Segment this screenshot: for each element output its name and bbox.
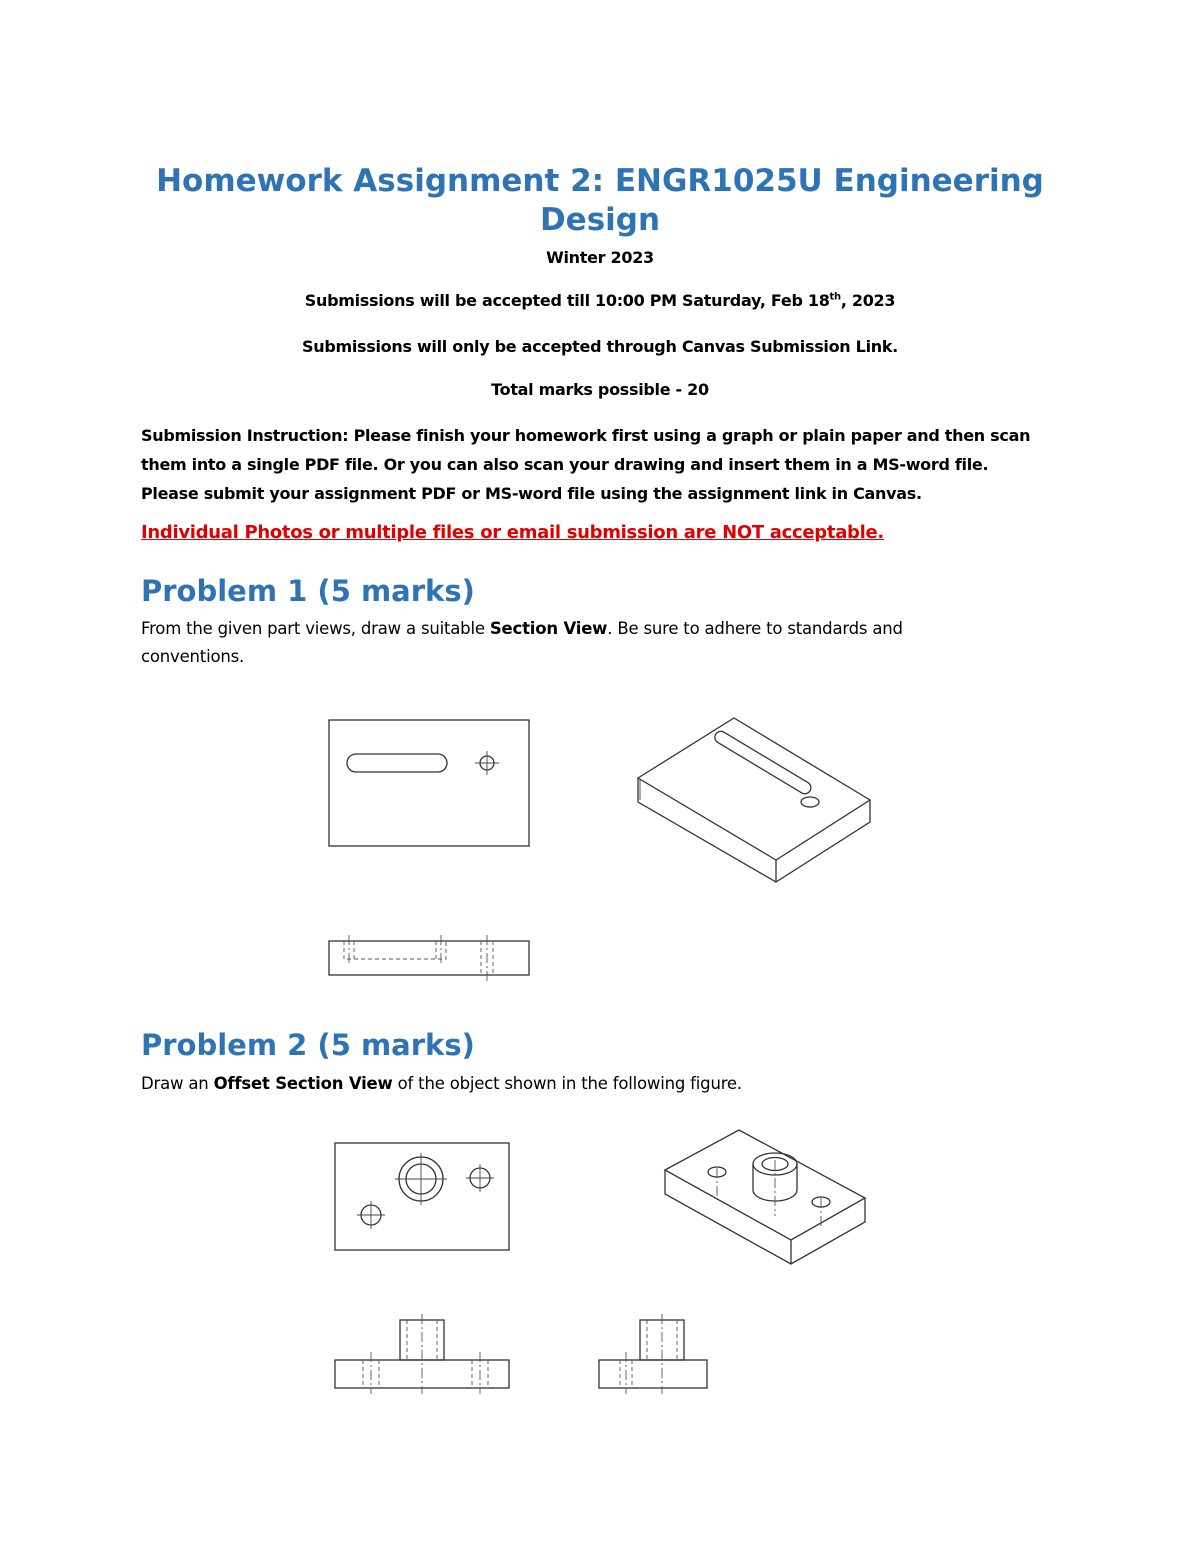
iso-hole <box>801 797 819 807</box>
iso-top-face <box>638 718 870 860</box>
problem-1-text-c: conventions. <box>141 647 245 666</box>
problem-2-text-a: Draw an <box>141 1074 214 1093</box>
problem-1-text-b: . Be sure to adhere to standards and <box>607 619 903 638</box>
instruction-line-3: Please submit your assignment PDF or MS-word file using the assignment link in Canvas. <box>141 484 922 503</box>
problem-1-description <box>141 615 1071 671</box>
top-view-outline <box>329 720 529 846</box>
total-marks: Total marks possible - 20 <box>491 380 709 399</box>
instruction-line-2: them into a single PDF file. Or you can also scan your drawing and insert them in a MS-word file. <box>141 455 989 474</box>
p2-iso-top-face <box>665 1130 865 1240</box>
deadline-superscript: th <box>829 291 841 303</box>
slot-hidden-lines <box>344 941 446 959</box>
iso-side-edges <box>638 778 870 882</box>
problem-2-heading: Problem 2 (5 marks) <box>141 1028 475 1062</box>
problem-1-text-bold: Section View <box>489 619 608 638</box>
iso-slot-outline <box>713 729 813 796</box>
front-view-outline <box>329 941 529 975</box>
slot-outline <box>347 754 447 772</box>
document-title <box>100 162 1100 240</box>
problem-1-heading: Problem 1 (5 marks) <box>141 574 475 608</box>
problem-2-side-view <box>590 1312 720 1402</box>
problem-1-text-a: From the given part views, draw a suitable <box>141 619 490 638</box>
title-line-2: Design <box>539 202 661 238</box>
instruction-line-1: Submission Instruction: Please finish your homework first using a graph or plain paper and then scan <box>141 426 1031 445</box>
problem-1-isometric-view <box>630 712 880 887</box>
problem-2-top-view <box>325 1135 525 1260</box>
deadline-line <box>100 291 1100 310</box>
iso-slot <box>713 729 813 796</box>
problem-1-top-view <box>320 712 540 852</box>
problem-2-description <box>141 1070 1071 1098</box>
problem-2-isometric-view <box>655 1128 875 1278</box>
problem-2-text-b: of the object shown in the following figure. <box>392 1074 742 1093</box>
p2-iso-side-edges <box>665 1170 865 1264</box>
deadline-suffix: , 2023 <box>840 291 896 310</box>
problem-1-front-view <box>320 935 540 985</box>
term-label: Winter 2023 <box>546 248 654 267</box>
p2-top-outline <box>335 1143 509 1250</box>
submission-warning: Individual Photos or multiple files or email submission are NOT acceptable. <box>141 522 884 543</box>
canvas-note: Submissions will only be accepted through Canvas Submission Link. <box>302 337 898 356</box>
problem-2-front-view <box>325 1312 525 1402</box>
base-side-outline <box>599 1360 707 1388</box>
deadline-prefix: Submissions will be accepted till 10:00 PM Saturday, Feb 18 <box>304 291 830 310</box>
title-line-1: Homework Assignment 2: ENGR1025U Engineering <box>156 163 1044 199</box>
problem-2-text-bold: Offset Section View <box>213 1074 393 1093</box>
submission-instructions <box>141 421 1071 508</box>
